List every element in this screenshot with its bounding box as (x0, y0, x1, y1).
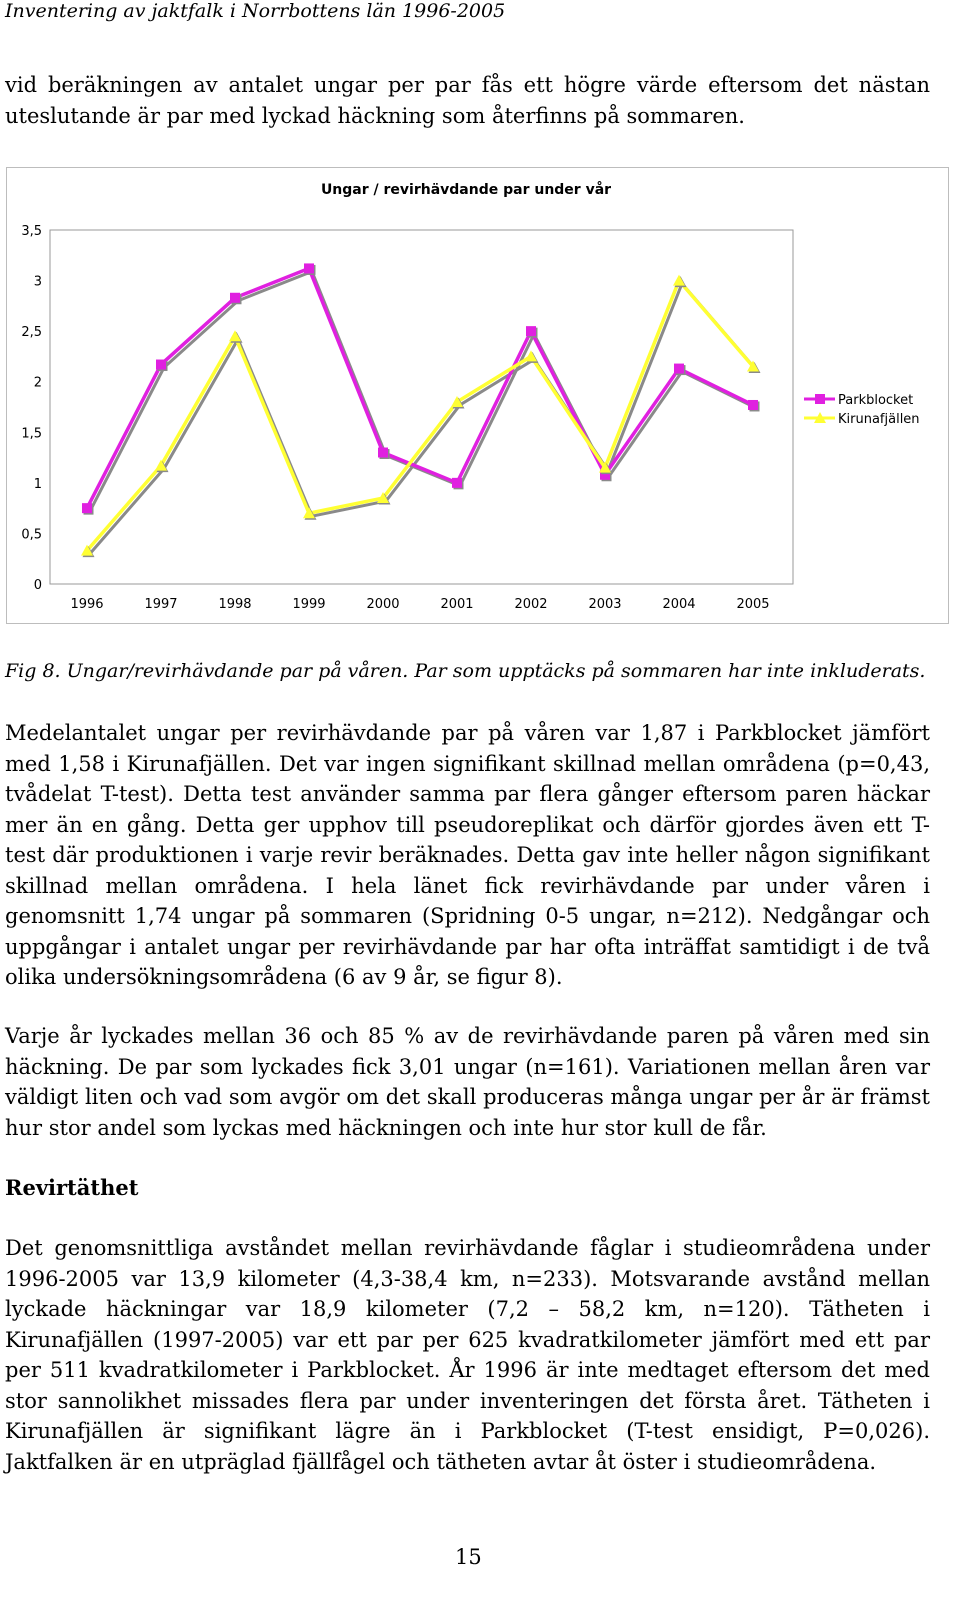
data-point-parkblocket (452, 478, 462, 488)
legend-label: Kirunafjällen (838, 412, 920, 427)
x-tick-label: 2004 (662, 597, 696, 612)
data-point-parkblocket (674, 364, 684, 374)
series-line-parkblocket (87, 268, 753, 508)
y-tick-label: 2 (33, 375, 42, 391)
y-tick-label: 1,5 (21, 426, 42, 442)
body-paragraph-2: Varje år lyckades mellan 36 och 85 % av de revirhävdande paren på våren med sin häckning. De par som lyckades fick 3,01 ungar (n=161). Variationen mellan åren var väldigt liten och vad som avgör om det skall produceras många ungar per år är främst hur stor andel som lyckas med häckningen och inte hur stor kull de får. (5, 1024, 930, 1140)
figure-caption: Fig 8. Ungar/revirhävdande par på våren. Par som upptäcks på sommaren har inte inkluderats. (5, 660, 926, 682)
data-point-parkblocket (156, 360, 166, 370)
y-tick-label: 0 (33, 578, 42, 593)
data-point-kirunafjällen (229, 330, 241, 341)
y-tick-label: 0,5 (21, 527, 42, 543)
data-point-kirunafjällen (673, 275, 685, 286)
x-tick-label: 2003 (588, 597, 622, 612)
x-tick-label: 1999 (292, 597, 326, 612)
data-point-parkblocket (304, 263, 314, 273)
y-tick-label: 3,5 (21, 224, 42, 239)
page-number: 15 (455, 1545, 482, 1569)
x-tick-label: 1997 (144, 597, 178, 612)
chart-container (6, 167, 949, 624)
y-tick-label: 3 (33, 274, 42, 290)
body-paragraph-1: Medelantalet ungar per revirhävdande par på våren var 1,87 i Parkblocket jämfört med 1,58 i Kirunafjällen. Det var ingen signifikant skillnad mellan områdena (p=0,43, tvådelat T-test). Detta test använder samma par flera gånger eftersom paren häckar mer än en gång. Detta ger upphov till pseudoreplikat och därför gjordes även ett T-test där produktionen i varje revir beräknades. Detta gav inte heller någon signifikant skillnad mellan områdena. I hela länet fick revirhävdande par under våren i genomsnitt 1,74 ungar på sommaren (Spridning 0-5 ungar, n=212). Nedgångar och uppgångar i antalet ungar per revirhävdande par har ofta inträffat samtidigt i de två olika undersökningsområdena (6 av 9 år, se figur 8). (5, 721, 930, 989)
y-tick-label: 1 (33, 476, 42, 492)
line-chart (7, 168, 948, 623)
x-tick-label: 1998 (218, 597, 252, 612)
section-heading: Revirtäthet (5, 1175, 139, 1200)
chart-title: Ungar / revirhävdande par under vår (320, 182, 612, 198)
series-shadow (90, 271, 756, 511)
x-tick-label: 2000 (366, 597, 400, 612)
x-tick-label: 2005 (736, 597, 770, 612)
data-point-parkblocket (526, 326, 536, 336)
y-tick-label: 2,5 (21, 325, 42, 341)
data-point-parkblocket (378, 448, 388, 458)
intro-paragraph: vid beräkningen av antalet ungar per par fås ett högre värde eftersom det nästan uteslutande är par med lyckad häckning som återfinns på sommaren. (5, 73, 930, 128)
data-point-parkblocket (748, 400, 758, 410)
legend-label: Parkblocket (838, 393, 914, 408)
x-tick-label: 1996 (70, 597, 104, 612)
running-header: Inventering av jaktfalk i Norrbottens län 1996-2005 (5, 0, 506, 22)
section-paragraph: Det genomsnittliga avståndet mellan revirhävdande fåglar i studieområdena under 1996-2005 var 13,9 kilometer (4,3-38,4 km, n=233). Motsvarande avstånd mellan lyckade häckningar var 18,9 kilometer (7,2 – 58,2 km, n=120). Tätheten i Kirunafjällen (1997-2005) var ett par per 625 kvadratkilometer jämfört med ett par per 511 kvadratkilometer i Parkblocket. År 1996 är inte medtaget eftersom det med stor sannolikhet missades flera par under inventeringen det första året. Tätheten i Kirunafjällen är signifikant lägre än i Parkblocket (T-test ensidigt, P=0,026). Jaktfalken är en utpräglad fjällfågel och tätheten avtar åt öster i studieområdena. (5, 1236, 930, 1474)
data-point-parkblocket (82, 503, 92, 513)
data-point-parkblocket (230, 293, 240, 303)
x-tick-label: 2001 (440, 597, 474, 612)
legend-marker (815, 394, 825, 404)
x-tick-label: 2002 (514, 597, 548, 612)
